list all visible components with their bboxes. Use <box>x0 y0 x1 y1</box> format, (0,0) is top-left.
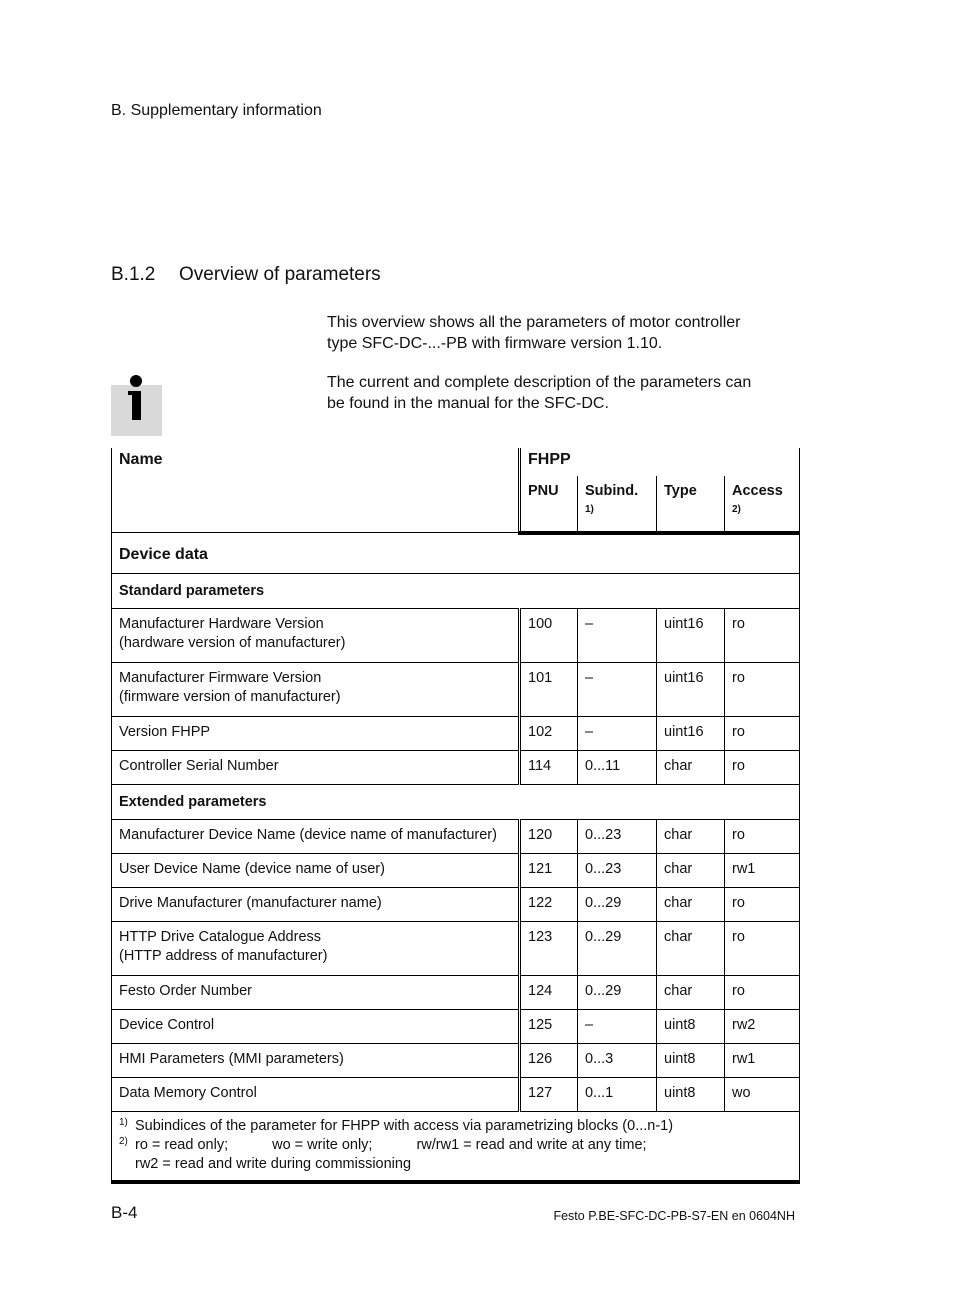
cell-pnu: 123 <box>520 921 578 975</box>
cell-access: rw1 <box>725 1043 800 1077</box>
cell-name <box>112 887 520 921</box>
cell-type: char <box>657 887 725 921</box>
table-row <box>112 1043 800 1077</box>
cell-pnu: 124 <box>520 975 578 1009</box>
table-row <box>112 750 800 784</box>
parameter-table <box>111 448 800 1184</box>
table-row <box>112 716 800 750</box>
cell-name-line: (hardware version of manufacturer) <box>119 634 346 651</box>
cell-name-line: User Device Name (device name of user) <box>119 860 385 877</box>
cell-name <box>112 1009 520 1043</box>
cell-name-line: Version FHPP <box>119 723 211 740</box>
cell-access: ro <box>725 608 800 662</box>
footnote-1: 1) Subindices of the parameter for FHPP with access via parametrizing blocks (0...n-1) <box>119 1116 674 1134</box>
cell-subind: – <box>578 716 657 750</box>
table-row <box>112 975 800 1009</box>
header-pnu: PNU <box>520 476 578 533</box>
cell-pnu: 102 <box>520 716 578 750</box>
cell-subind: 0...29 <box>578 921 657 975</box>
cell-access: ro <box>725 750 800 784</box>
cell-subind: 0...3 <box>578 1043 657 1077</box>
cell-name-line: Drive Manufacturer (manufacturer name) <box>119 894 382 911</box>
cell-name <box>112 819 520 853</box>
cell-subind: 0...23 <box>578 819 657 853</box>
cell-access: ro <box>725 887 800 921</box>
cell-name-line: Festo Order Number <box>119 982 252 999</box>
cell-name-line: HTTP Drive Catalogue Address <box>119 928 322 945</box>
intro-line: The current and complete description of the parameters can <box>327 374 752 391</box>
section-heading <box>111 264 381 286</box>
cell-access: ro <box>725 921 800 975</box>
table-row <box>112 608 800 662</box>
intro-line: type SFC-DC-...-PB with firmware version 1.10. <box>327 335 663 352</box>
cell-type: uint8 <box>657 1009 725 1043</box>
document-id: Festo P.BE-SFC-DC-PB-S7-EN en 0604NH <box>553 1209 795 1223</box>
cell-access: ro <box>725 819 800 853</box>
footnote-2: 2) ro = read only; wo = write only; rw/rw1 = read and write at any time; <box>119 1135 647 1153</box>
header-access: Access $^{2)}$ <box>725 476 800 533</box>
table-row <box>112 1009 800 1043</box>
header-type: Type <box>657 476 725 533</box>
cell-type: char <box>657 819 725 853</box>
cell-name-line: Manufacturer Device Name (device name of manufacturer) <box>119 826 497 843</box>
cell-subind: – <box>578 1009 657 1043</box>
cell-name-line: Device Control <box>119 1016 215 1033</box>
table-row <box>112 662 800 716</box>
cell-name-line: HMI Parameters (MMI parameters) <box>119 1050 344 1067</box>
cell-type: char <box>657 750 725 784</box>
cell-pnu: 121 <box>520 853 578 887</box>
cell-subind: 0...29 <box>578 975 657 1009</box>
cell-pnu: 127 <box>520 1077 578 1111</box>
cell-pnu: 122 <box>520 887 578 921</box>
cell-pnu: 125 <box>520 1009 578 1043</box>
cell-type: uint16 <box>657 716 725 750</box>
cell-name <box>112 921 520 975</box>
intro-paragraph-1 <box>327 312 797 354</box>
cell-subind: – <box>578 662 657 716</box>
cell-subind: – <box>578 608 657 662</box>
header-fhpp: FHPP <box>520 448 800 476</box>
cell-pnu: 126 <box>520 1043 578 1077</box>
cell-name <box>112 975 520 1009</box>
table-footnotes <box>112 1111 800 1182</box>
cell-name <box>112 662 520 716</box>
info-icon <box>111 385 162 436</box>
cell-type: uint16 <box>657 662 725 716</box>
cell-name-line: Data Memory Control <box>119 1084 257 1101</box>
cell-subind: 0...11 <box>578 750 657 784</box>
cell-name <box>112 853 520 887</box>
cell-type: char <box>657 853 725 887</box>
intro-paragraph-2 <box>327 372 797 414</box>
cell-name-line: (HTTP address of manufacturer) <box>119 947 328 964</box>
cell-type: uint8 <box>657 1077 725 1111</box>
cell-subind: 0...29 <box>578 887 657 921</box>
cell-name-line: Controller Serial Number <box>119 757 279 774</box>
header-subind: Subind. $^{1)}$ <box>578 476 657 533</box>
section-title: Overview of parameters <box>179 264 381 285</box>
intro-line: This overview shows all the parameters of motor controller <box>327 314 741 331</box>
cell-pnu: 120 <box>520 819 578 853</box>
cell-name <box>112 716 520 750</box>
cell-type: char <box>657 975 725 1009</box>
cell-access: ro <box>725 662 800 716</box>
footnote-2-cont: rw2 = read and write during commissioning <box>135 1155 412 1172</box>
running-header: B. Supplementary information <box>111 102 322 119</box>
group-label: Standard parameters <box>112 573 800 608</box>
cell-name-line: (firmware version of manufacturer) <box>119 688 341 705</box>
section-number: B.1.2 <box>111 264 156 285</box>
cell-type: char <box>657 921 725 975</box>
intro-line: be found in the manual for the SFC-DC. <box>327 395 609 412</box>
cell-pnu: 114 <box>520 750 578 784</box>
cell-pnu: 101 <box>520 662 578 716</box>
device-data-label: Device data <box>112 533 800 574</box>
table-row <box>112 1077 800 1111</box>
cell-access: rw1 <box>725 853 800 887</box>
cell-name <box>112 608 520 662</box>
cell-access: ro <box>725 716 800 750</box>
table-row <box>112 819 800 853</box>
page-number: B-4 <box>111 1203 138 1222</box>
cell-name-line: Manufacturer Firmware Version <box>119 669 322 686</box>
table-row <box>112 921 800 975</box>
cell-access: ro <box>725 975 800 1009</box>
cell-type: uint8 <box>657 1043 725 1077</box>
cell-name <box>112 1077 520 1111</box>
cell-name <box>112 750 520 784</box>
cell-name-line: Manufacturer Hardware Version <box>119 615 324 632</box>
header-name: Name <box>112 448 520 533</box>
cell-subind: 0...1 <box>578 1077 657 1111</box>
cell-access: wo <box>725 1077 800 1111</box>
cell-name <box>112 1043 520 1077</box>
table-row <box>112 853 800 887</box>
table-row <box>112 887 800 921</box>
group-label: Extended parameters <box>112 784 800 819</box>
cell-type: uint16 <box>657 608 725 662</box>
cell-access: rw2 <box>725 1009 800 1043</box>
cell-pnu: 100 <box>520 608 578 662</box>
cell-subind: 0...23 <box>578 853 657 887</box>
